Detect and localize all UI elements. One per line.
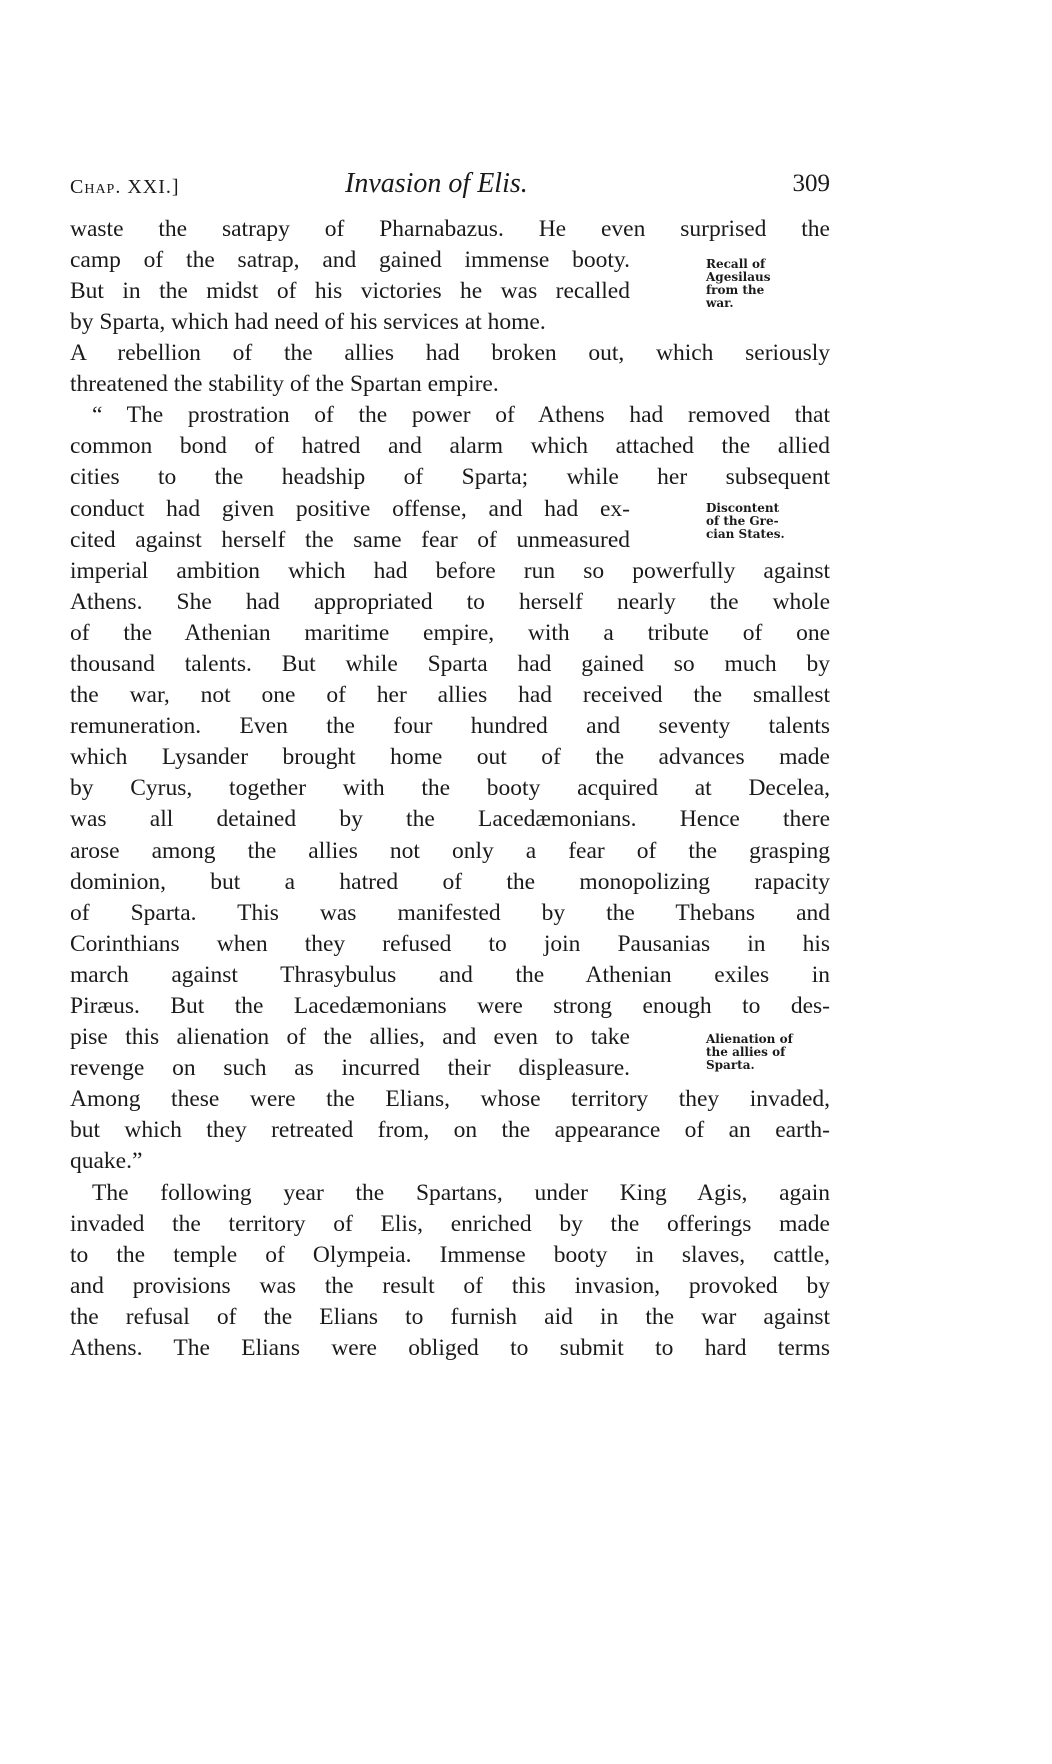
text-line: quake.” bbox=[70, 1148, 143, 1174]
side-note-line: from the bbox=[706, 283, 765, 297]
side-note-line: war. bbox=[706, 296, 734, 310]
text-line: Piræus. But the Lacedæmonians were strong enough to des- bbox=[70, 993, 830, 1019]
text-line: “ The prostration of the power of Athens had removed that bbox=[92, 402, 830, 428]
text-line: to the temple of Olympeia. Immense booty in slaves, cattle, bbox=[70, 1242, 830, 1268]
side-note-line: Agesilaus bbox=[706, 270, 771, 284]
text-line: invaded the territory of Elis, enriched by the offerings made bbox=[70, 1211, 830, 1237]
text-line: Among these were the Elians, whose territory they invaded, bbox=[70, 1086, 830, 1112]
running-header bbox=[70, 168, 830, 208]
side-note-line: Recall of bbox=[706, 257, 766, 271]
text-line: But in the midst of his victories he was recalled bbox=[70, 278, 630, 304]
text-line: The following year the Spartans, under King Agis, again bbox=[92, 1180, 830, 1206]
side-note bbox=[706, 258, 826, 310]
text-line: revenge on such as incurred their displeasure. bbox=[70, 1055, 630, 1081]
text-line: arose among the allies not only a fear of the grasping bbox=[70, 838, 830, 864]
text-line: by Cyrus, together with the booty acquired at Decelea, bbox=[70, 775, 830, 801]
text-line: camp of the satrap, and gained immense booty. bbox=[70, 247, 630, 273]
side-note bbox=[706, 1033, 826, 1072]
text-line: by Sparta, which had need of his services at home. bbox=[70, 309, 546, 335]
text-line: but which they retreated from, on the appearance of an earth- bbox=[70, 1117, 830, 1143]
chapter-label: Chap. XXI.] bbox=[70, 176, 180, 198]
text-line: cited against herself the same fear of unmeasured bbox=[70, 527, 630, 553]
side-note-line: the allies of bbox=[706, 1045, 786, 1059]
side-note-line: Discontent bbox=[706, 501, 780, 515]
side-note-line: cian States. bbox=[706, 527, 785, 541]
text-line: of Sparta. This was manifested by the Thebans and bbox=[70, 900, 830, 926]
side-note bbox=[706, 502, 826, 541]
side-note-line: Alienation of bbox=[706, 1032, 793, 1046]
text-line: of the Athenian maritime empire, with a tribute of one bbox=[70, 620, 830, 646]
text-line: Corinthians when they refused to join Pausanias in his bbox=[70, 931, 830, 957]
text-line: A rebellion of the allies had broken out, which seriously bbox=[70, 340, 830, 366]
text-line: remuneration. Even the four hundred and seventy talents bbox=[70, 713, 830, 739]
page-title: Invasion of Elis. bbox=[345, 168, 528, 199]
text-line: and provisions was the result of this invasion, provoked by bbox=[70, 1273, 830, 1299]
text-line: march against Thrasybulus and the Athenian exiles in bbox=[70, 962, 830, 988]
text-line: threatened the stability of the Spartan empire. bbox=[70, 371, 499, 397]
text-line: dominion, but a hatred of the monopolizing rapacity bbox=[70, 869, 830, 895]
side-note-line: Sparta. bbox=[706, 1058, 755, 1072]
text-line: pise this alienation of the allies, and even to take bbox=[70, 1024, 630, 1050]
text-line: imperial ambition which had before run so powerfully against bbox=[70, 558, 830, 584]
page-number: 309 bbox=[792, 170, 830, 197]
text-line: cities to the headship of Sparta; while her subsequent bbox=[70, 464, 830, 490]
text-line: Athens. She had appropriated to herself nearly the whole bbox=[70, 589, 830, 615]
side-note-line: of the Gre- bbox=[706, 514, 779, 528]
text-line: conduct had given positive offense, and had ex- bbox=[70, 496, 630, 522]
text-line: the war, not one of her allies had received the smallest bbox=[70, 682, 830, 708]
text-line: which Lysander brought home out of the advances made bbox=[70, 744, 830, 770]
text-line: Athens. The Elians were obliged to submit to hard terms bbox=[70, 1335, 830, 1361]
text-line: was all detained by the Lacedæmonians. Hence there bbox=[70, 806, 830, 832]
text-line: common bond of hatred and alarm which attached the allied bbox=[70, 433, 830, 459]
text-line: waste the satrapy of Pharnabazus. He even surprised the bbox=[70, 216, 830, 242]
text-line: the refusal of the Elians to furnish aid in the war against bbox=[70, 1304, 830, 1330]
text-line: thousand talents. But while Sparta had gained so much by bbox=[70, 651, 830, 677]
